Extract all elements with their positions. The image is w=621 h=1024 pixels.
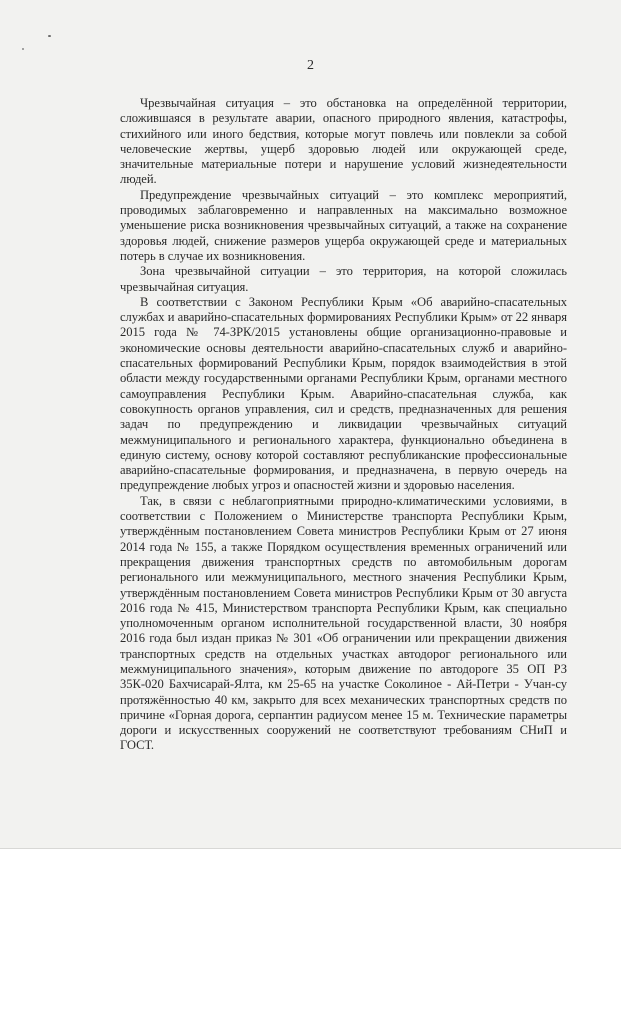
paragraph-rescue-law: В соответствии с Законом Республики Крым «Об аварийно-спасательных службах и аварийно-спасательных формированиях Республики Крым» от 22 января 2015 года № 74-ЗРК/2015 установлены общие организационно-правовые и экономические основы деятельности аварийно-спасательных служб и аварийно-спасательных формирований Республики Крым, порядок взаимодействия в этой области между государственными органами Республики Крым, органами местного самоуправления Республики Крым. Аварийно-спасательная служба, как совокупность органов управления, сил и средств, предназначенных для решения задач по предупреждению и ликвидации чрезвычайных ситуаций межмуниципального и регионального характера, функционально объединена в единую систему, основу которой составляют республиканские профессиональные аварийно-спасательные формирования, и предназначена, в первую очередь на предупреждение любых угроз и опасностей жизни и здоровью населения. — [120, 294, 567, 493]
document-body — [120, 96, 567, 754]
paragraph-zone-definition: Зона чрезвычайной ситуации – это территория, на которой сложилась чрезвычайная ситуация. — [120, 264, 567, 294]
page-edge — [0, 848, 621, 849]
scan-speck — [22, 48, 24, 50]
paragraph-prevention-definition: Предупреждение чрезвычайных ситуаций – это комплекс мероприятий, проводимых заблаговременно и направленных на максимально возможное уменьшение риска возникновения чрезвычайных ситуаций, а также на сохранение здоровья людей, снижение размеров ущерба окружающей среде и материальных потерь в случае их возникновения. — [120, 187, 567, 263]
page-number: 2 — [307, 58, 314, 73]
paragraph-emergency-definition: Чрезвычайная ситуация – это обстановка на определённой территории, сложившаяся в результате аварии, опасного природного явления, катастрофы, стихийного или иного бедствия, которые могут повлечь или повлекли за собой человеческие жертвы, ущерб здоровью людей или окружающей среде, значительные материальные потери и нарушение условий жизнедеятельности людей. — [120, 96, 567, 187]
paragraph-road-closure: Так, в связи с неблагоприятными природно-климатическими условиями, в соответствии с Положением о Министерстве транспорта Республики Крым, утверждённым постановлением Совета министров Республики Крым от 27 июня 2014 года № 155, а также Порядком осуществления временных ограничений или прекращения движения транспортных средств по автомобильным дорогам регионального или межмуниципального, местного значения Республики Крым, утверждённым постановлением Совета министров Республики Крым от 30 августа 2016 года № 415, Министерством транспорта Республики Крым, как специально уполномоченным органом исполнительной государственной власти, 30 ноября 2016 года был издан приказ № 301 «Об ограничении или прекращении движения транспортных средств на отдельных участках автодорог регионального или межмуниципального значения», которым движение по автодороге 35 ОП РЗ 35К-020 Бахчисарай-Ялта, км 25-65 на участке Соколиное - Ай-Петри - Учан-су протяжённостью 40 км, закрыто для всех механических транспортных средств по причине «Горная дорога, серпантин радиусом менее 15 м. Технические параметры дороги и искусственных сооружений не соответствуют требованиям СНиП и ГОСТ. — [120, 493, 567, 753]
scan-speck — [48, 35, 51, 37]
